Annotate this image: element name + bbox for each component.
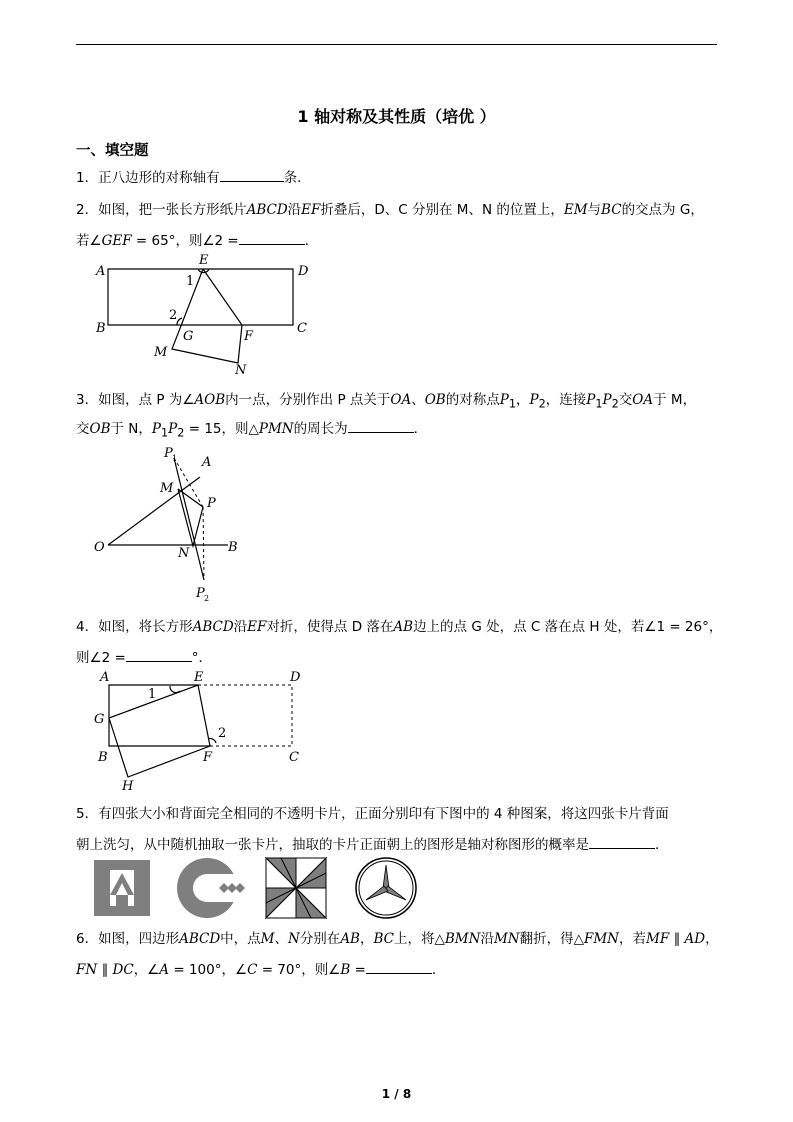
label-N: N <box>235 363 247 378</box>
question-3-line-1: 3．如图，点 P 为∠AOB内一点，分别作出 P 点关于OA、OB的对称点$P_1$，$P_2$，连接$P_1P_2$交OA于 M， <box>76 392 697 411</box>
label-D: D <box>298 264 309 279</box>
question-5-line-2: 朝上洗匀，从中随机抽取一张卡片，抽取的卡片正面朝上的图形是轴对称图形的概率是 ． <box>76 837 669 853</box>
question-3-line-2: 交OB于 N，$P_1P_2 = 15$，则△PMN的周长为 ． <box>76 421 428 440</box>
label-E: E <box>194 670 204 685</box>
section-heading: 一、填空题 <box>76 143 149 159</box>
label-E: E <box>199 253 209 268</box>
question-1: 1．正八边形的对称轴有 条． <box>76 170 311 186</box>
answer-blank <box>126 649 192 662</box>
label-P: P <box>196 586 205 601</box>
label-H: H <box>122 779 134 794</box>
label-sub-1: 1 <box>172 454 178 463</box>
question-4-line-1: 4．如图，将长方形ABCD沿EF对折，使得点 D 落在AB边上的点 G 处，点 C 落在点 H 处，若∠1 = 26°， <box>76 619 723 635</box>
label-A: A <box>96 264 106 279</box>
answer-blank <box>366 961 432 974</box>
label-2: 2 <box>169 308 178 323</box>
label-P: P <box>164 446 173 461</box>
label-A: A <box>202 455 212 470</box>
label-1: 1 <box>148 687 157 702</box>
question-5-line-1: 5．有四张大小和背面完全相同的不透明卡片，正面分别印有下图中的 4 种图案，将这四张卡片背面 <box>76 806 669 822</box>
question-2-line-2: 若∠GEF = 65°，则∠2 = ． <box>76 233 319 249</box>
label-M: M <box>154 345 168 360</box>
label-B: B <box>98 750 108 765</box>
figure-q3-angle-reflection <box>90 440 250 605</box>
label-F: F <box>203 750 213 765</box>
label-M: M <box>160 481 174 496</box>
page-title: 1 轴对称及其性质（培优 ） <box>297 107 496 126</box>
label-O: O <box>94 540 105 555</box>
figure-q2-folded-rectangle <box>90 252 320 378</box>
label-F: F <box>244 329 254 344</box>
label-sub-2: 2 <box>204 594 210 603</box>
answer-blank <box>589 836 655 849</box>
label-D: D <box>290 670 301 685</box>
answer-blank <box>220 169 284 182</box>
label-A: A <box>100 670 110 685</box>
figure-q4-folded-rectangle <box>90 666 315 792</box>
question-6-line-2: FN ∥ DC，∠A = 100°，∠C = 70°，则∠B = ． <box>76 962 446 978</box>
label-N: N <box>178 546 190 561</box>
label-2: 2 <box>218 726 227 741</box>
label-C: C <box>289 750 299 765</box>
page-number: 1 / 8 <box>381 1087 412 1101</box>
figure-q5-four-patterns <box>90 855 420 921</box>
question-2-line-1: 2．如图，把一张长方形纸片ABCD沿EF折叠后，D、C 分别在 M、N 的位置上，EM与BC的交点为 G， <box>76 202 704 218</box>
label-B: B <box>228 540 238 555</box>
question-4-line-2: 则∠2 = °． <box>76 650 213 666</box>
question-6-line-1: 6．如图，四边形ABCD中，点M、N分别在AB，BC上，将△BMN沿MN翻折，得△FMN，若MF ∥ AD， <box>76 931 719 947</box>
header-rule <box>76 44 717 45</box>
label-G: G <box>183 329 194 344</box>
label-G: G <box>94 712 105 727</box>
label-P: P <box>207 496 216 511</box>
label-B: B <box>96 321 106 336</box>
answer-blank <box>239 232 305 245</box>
label-1: 1 <box>186 274 195 289</box>
label-C: C <box>297 321 307 336</box>
answer-blank <box>348 420 414 433</box>
